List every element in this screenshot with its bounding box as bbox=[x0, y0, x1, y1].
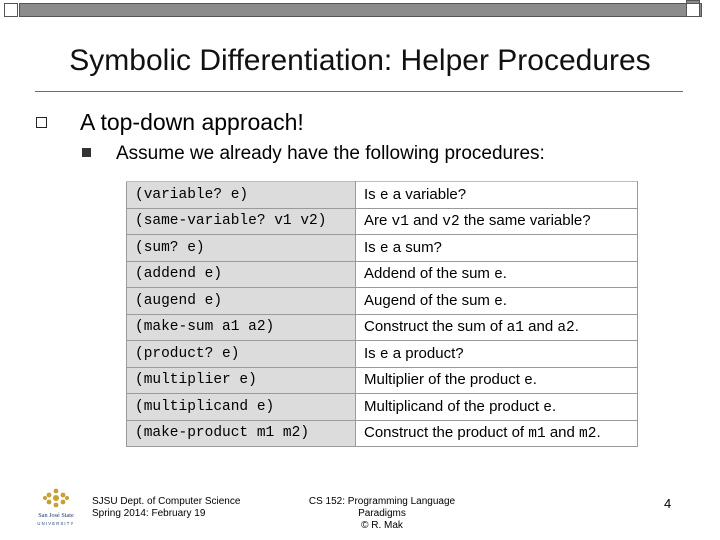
description-code-term: e bbox=[379, 187, 389, 204]
procedure-signature: (addend e) bbox=[127, 261, 356, 288]
description-text: and bbox=[408, 212, 443, 230]
description-code-term: e bbox=[494, 267, 503, 284]
procedure-description bbox=[356, 367, 638, 394]
description-text: . bbox=[551, 397, 557, 415]
bullet-level2-text: Assume we already have the following procedures: bbox=[116, 143, 545, 164]
procedure-row bbox=[127, 261, 638, 288]
bullet-level1-text: A top-down approach! bbox=[80, 109, 304, 135]
procedure-signature: (sum? e) bbox=[127, 235, 356, 262]
footer-dept: SJSU Dept. of Computer Science bbox=[92, 496, 241, 507]
description-text: a product? bbox=[388, 344, 464, 362]
description-text: a sum? bbox=[388, 238, 442, 256]
procedure-description bbox=[356, 420, 638, 447]
description-code-term: m1 bbox=[528, 426, 546, 443]
logo-text-line2: UNIVERSITY bbox=[37, 521, 75, 526]
procedures-table bbox=[126, 181, 638, 447]
description-text: the same variable? bbox=[459, 212, 591, 230]
description-text: . bbox=[532, 371, 537, 389]
procedure-row bbox=[127, 314, 638, 341]
description-text: Multiplicand of the product bbox=[364, 397, 544, 415]
hollow-square-bullet-icon bbox=[36, 117, 47, 128]
procedure-row bbox=[127, 182, 638, 209]
procedure-row bbox=[127, 208, 638, 235]
footer-author: © R. Mak bbox=[361, 520, 403, 531]
procedure-signature: (make-product m1 m2) bbox=[127, 420, 356, 447]
description-code-term: e bbox=[524, 373, 533, 390]
description-text: . bbox=[574, 318, 579, 336]
description-code-term: m2 bbox=[579, 426, 597, 443]
description-text: and bbox=[523, 318, 558, 336]
footer-center bbox=[284, 496, 480, 532]
description-text: Are bbox=[364, 212, 392, 230]
procedure-description bbox=[356, 235, 638, 262]
procedure-row bbox=[127, 394, 638, 421]
procedure-signature: (make-sum a1 a2) bbox=[127, 314, 356, 341]
description-code-term: e bbox=[494, 293, 503, 310]
description-text: Is bbox=[364, 238, 380, 256]
description-code-term: a2 bbox=[557, 320, 575, 337]
procedure-description bbox=[356, 182, 638, 209]
procedure-description bbox=[356, 314, 638, 341]
description-text: Construct the sum of bbox=[364, 318, 507, 336]
procedure-signature: (multiplier e) bbox=[127, 367, 356, 394]
procedure-description bbox=[356, 394, 638, 421]
title-divider bbox=[35, 91, 683, 92]
sjsu-seal-logo bbox=[32, 487, 80, 527]
description-text: Augend of the sum bbox=[364, 291, 495, 309]
procedure-row bbox=[127, 235, 638, 262]
procedure-signature: (multiplicand e) bbox=[127, 394, 356, 421]
procedure-signature: (augend e) bbox=[127, 288, 356, 315]
description-text: Addend of the sum bbox=[364, 265, 495, 283]
description-text: . bbox=[596, 424, 601, 442]
description-text: . bbox=[502, 291, 507, 309]
description-code-term: e bbox=[543, 399, 552, 416]
description-code-term: v2 bbox=[442, 214, 460, 231]
description-text: Construct the product of bbox=[364, 424, 529, 442]
description-code-term: e bbox=[379, 240, 389, 257]
description-text: Is bbox=[364, 344, 380, 362]
logo-text-line1: San José State bbox=[38, 512, 74, 519]
filled-square-bullet-icon bbox=[82, 148, 91, 157]
description-code-term: e bbox=[379, 346, 389, 363]
description-text: . bbox=[502, 265, 507, 283]
procedure-row bbox=[127, 367, 638, 394]
procedure-row bbox=[127, 288, 638, 315]
page-number: 4 bbox=[664, 496, 672, 511]
description-code-term: a1 bbox=[506, 320, 524, 337]
top-left-square-decoration bbox=[4, 3, 18, 17]
procedure-description bbox=[356, 341, 638, 368]
procedure-signature: (same-variable? v1 v2) bbox=[127, 208, 356, 235]
procedure-description bbox=[356, 208, 638, 235]
description-text: Is bbox=[364, 185, 380, 203]
procedure-description bbox=[356, 261, 638, 288]
slide-title: Symbolic Differentiation: Helper Procedures bbox=[69, 44, 651, 77]
top-right-square-decoration bbox=[686, 3, 700, 17]
footer-left bbox=[92, 496, 240, 520]
description-text: and bbox=[545, 424, 580, 442]
top-decoration-bar bbox=[19, 3, 702, 17]
description-text: Multiplier of the product bbox=[364, 371, 525, 389]
procedure-row bbox=[127, 341, 638, 368]
procedure-signature: (product? e) bbox=[127, 341, 356, 368]
footer-course: CS 152: Programming Language Paradigms bbox=[308, 496, 456, 519]
description-code-term: v1 bbox=[391, 214, 409, 231]
procedure-description bbox=[356, 288, 638, 315]
procedure-signature: (variable? e) bbox=[127, 182, 356, 209]
description-text: a variable? bbox=[388, 185, 467, 203]
footer-date: Spring 2014: February 19 bbox=[92, 508, 206, 519]
procedure-row bbox=[127, 420, 638, 447]
